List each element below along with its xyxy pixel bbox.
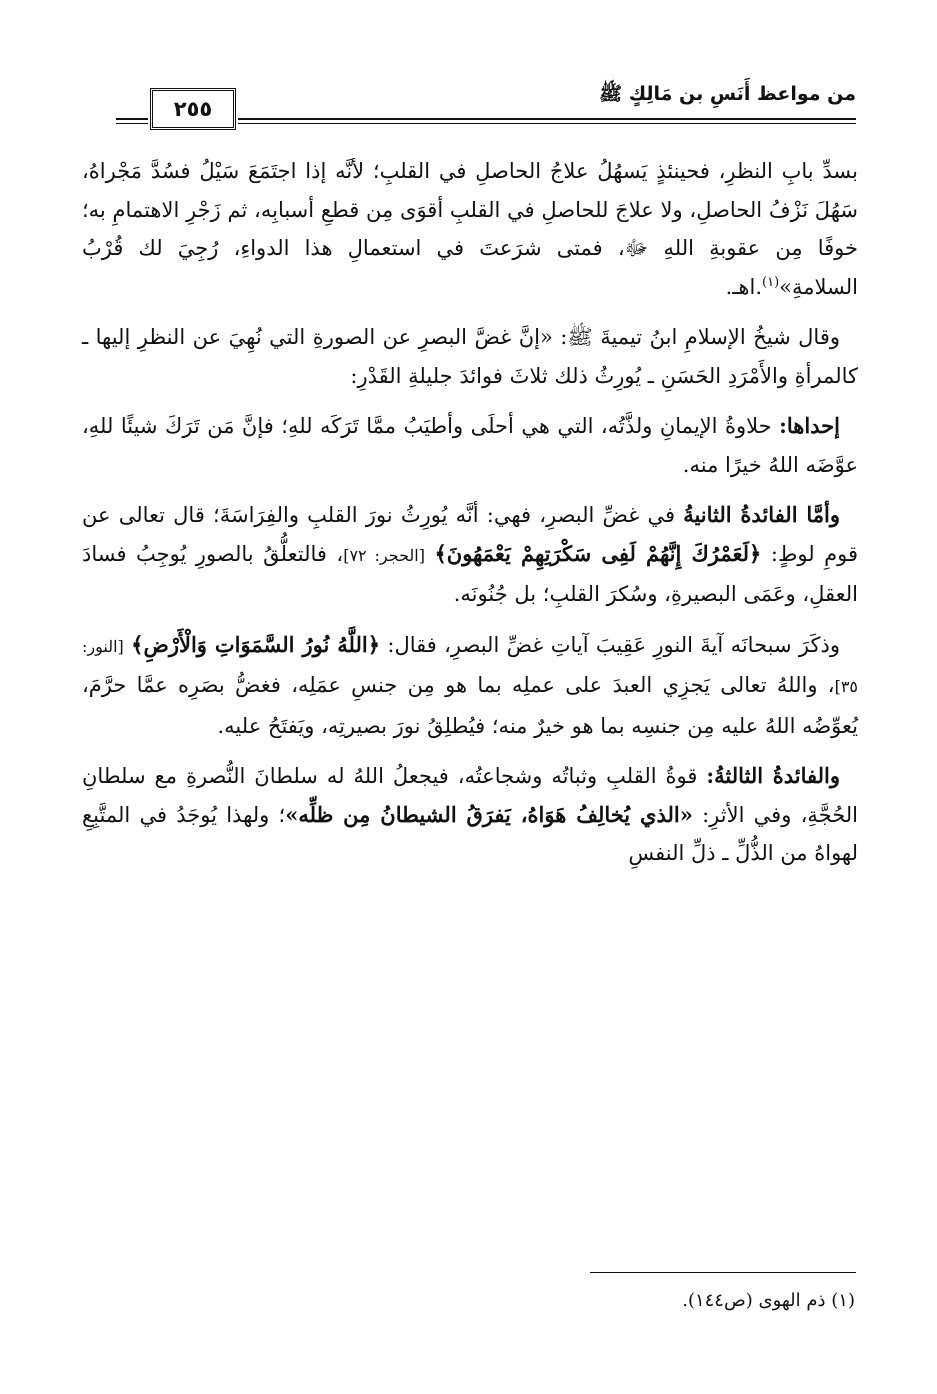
footnote-separator — [590, 1272, 856, 1273]
paragraph-6-lead: والفائدةُ الثالثةُ: — [706, 763, 841, 788]
paragraph-3 — [82, 407, 858, 484]
paragraph-4-lead: وأمَّا الفائدةُ الثانيةُ — [683, 502, 840, 527]
paragraph-4-text-a: في غضِّ البصرِ، فهي: أنَّه يُورِثُ نورَ القلبِ والفِرَاسَةَ؛ قال تعالى عن قومِ لوطٍ: — [82, 503, 858, 566]
paragraph-4-text-b: ، فالتعلُّقُ بالصورِ يُوجِبُ فسادَ العقلِ، وعَمَى البصيرةِ، وسُكرَ القلبِ؛ بل جُنُونَه. — [82, 541, 858, 606]
paragraph-6-text-b: ؛ ولهذا يُوجَدُ في المتَّبِعِ لهواهُ من الذُّلِّ ـ ذلِّ النفسِ — [82, 802, 858, 865]
paragraph-6 — [82, 757, 858, 873]
paragraph-5 — [82, 626, 858, 746]
paragraph-1-end: .اهـ. — [725, 274, 762, 299]
running-header — [116, 74, 856, 130]
athar-quote: «الذي يُخالِفُ هَوَاهُ، يَفرَقُ الشيطانُ مِن ظلِّه» — [285, 801, 693, 827]
body-text — [82, 152, 858, 885]
header-title: من مواعظ أَنَسِ بن مَالِكٍ ﷺ — [599, 83, 856, 105]
paragraph-5-text-b: ، واللهُ تعالى يَجزِي العبدَ على عملِه بما هو مِن جنسِ عمَلِه، فغضُّ بصَرِه عمَّا حرَّمَ، يُعوِّضُه اللهُ عليه مِن جنسِه بما هو خيرٌ منه؛ فيُطلِقُ نورَ بصيرتِه، ويَفتَحُ عليه. — [82, 673, 858, 738]
verse-reference-nur: [النور: ٣٥] — [82, 636, 858, 696]
paragraph-1 — [82, 152, 858, 306]
paragraph-1-text: بسدِّ بابِ النظرِ، فحينئذٍ يَسهُلُ علاجُ الحاصلِ في القلبِ؛ لأنَّه إذا اجتَمَعَ سَيْلُ فسُدَّ مَجْراهُ، سَهُلَ نَزْفُ الحاصلِ، ولا علاجَ للحاصلِ في القلبِ أقوَى مِن قطعِ أسبابِه، ثم زَجْرِ الاهتمامِ به؛ خوفًا مِن عقوبةِ اللهِ ﷻ، فمتى شرَعتَ في استعمالِ هذا الدواءِ، رُجِيَ لك قُرْبُ السلامةِ» — [82, 159, 858, 299]
quran-verse-hijr: ﴿لَعَمْرُكَ إِنَّهُمْ لَفِى سَكْرَتِهِمْ يَعْمَهُونَ﴾ — [434, 540, 762, 566]
footnote: (١) ذم الهوى (ص١٤٤). — [682, 1290, 855, 1311]
paragraph-6-text-a: قوةُ القلبِ وثباتُه وشجاعتُه، فيجعلُ اللهُ له سلطانَ النُّصرةِ مع سلطانِ الحُجَّةِ، وفي الأثرِ: — [82, 764, 858, 827]
paragraph-3-lead: إحداها: — [779, 413, 840, 438]
paragraph-5-text-a: وذكَرَ سبحانَه آيةَ النورِ عَقِيبَ آياتِ غضِّ البصرِ، فقال: — [380, 632, 840, 657]
paragraph-3-text: حلاوةُ الإيمانِ ولذَّتُه، التي هي أحلَى وأطيَبُ ممَّا تَرَكَه للهِ؛ فإنَّ مَن تَرَكَ شيئًا للهِ، عوَّضَه اللهُ خيرًا منه. — [82, 414, 858, 477]
header-rule-bottom — [238, 123, 856, 124]
quran-verse-nur: ﴿اللَّهُ نُورُ السَّمَوَاتِ وَالْأَرْضِ﴾ — [131, 631, 381, 657]
paragraph-4 — [82, 496, 858, 614]
paragraph-2 — [82, 318, 858, 395]
verse-reference-hijr: [الحجر: ٧٢] — [343, 545, 425, 565]
footnote-marker[interactable]: (١) — [762, 274, 780, 290]
header-rule-top — [238, 118, 856, 120]
paragraph-2-text: وقال شيخُ الإسلامِ ابنُ تيميةَ ﷺ: «إنَّ غضَّ البصرِ عن الصورةِ التي نُهِيَ عن النظرِ إليها ـ كالمرأةِ والأَمْرَدِ الحَسَنِ ـ يُورِثُ ذلك ثلاثَ فوائدَ جليلةِ القَدْرِ: — [82, 325, 858, 388]
header-rule-left-top — [116, 118, 148, 120]
page-number: ٢٥٥ — [173, 97, 213, 121]
header-rule-left-bottom — [116, 123, 148, 124]
page-number-frame — [150, 88, 236, 130]
